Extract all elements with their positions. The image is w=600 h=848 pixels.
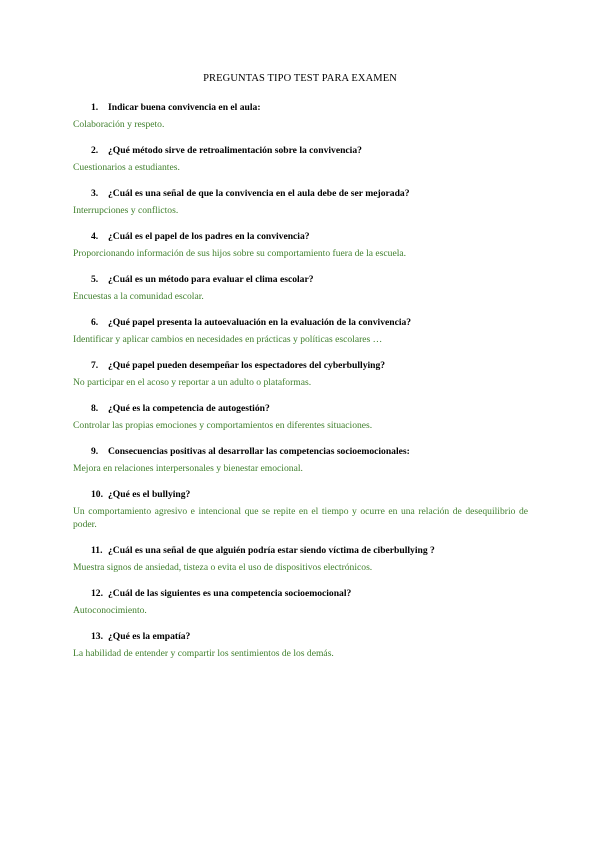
question-label: Consecuencias positivas al desarrollar las competencias socioemocionales:: [108, 446, 410, 457]
answer-text: Proporcionando información de sus hijos sobre su comportamiento fuera de la escuela.: [73, 248, 407, 259]
question-item-4: [73, 230, 528, 260]
question-number: 10.: [91, 489, 103, 500]
answer-text: Colaboración y respeto.: [73, 119, 165, 130]
question-text: [73, 316, 528, 329]
question-text: [73, 544, 528, 557]
question-item-8: [73, 402, 528, 432]
question-number: 13.: [91, 631, 103, 642]
answer-text: Un comportamiento agresivo e intencional que se repite en el tiempo y ocurre en una relación de desequilibrio de poder.: [73, 506, 528, 530]
question-text: [73, 187, 528, 200]
question-item-7: [73, 359, 528, 389]
answer-text: La habilidad de entender y compartir los sentimientos de los demás.: [73, 648, 334, 659]
answer-text: Encuestas a la comunidad escolar.: [73, 291, 204, 302]
answer-text: Interrupciones y conflictos.: [73, 205, 179, 216]
question-number: 8.: [91, 403, 99, 414]
answer-text: Identificar y aplicar cambios en necesidades en prácticas y políticas escolares …: [73, 334, 383, 345]
question-number: 7.: [91, 360, 99, 371]
question-number: 4.: [91, 231, 99, 242]
question-label: ¿Qué papel pueden desempeñar los espectadores del cyberbullying?: [108, 360, 386, 371]
question-label: ¿Qué papel presenta la autoevaluación en la evaluación de la convivencia?: [108, 317, 412, 328]
question-item-9: [73, 445, 528, 475]
question-item-13: [73, 630, 528, 660]
question-text: [73, 488, 528, 501]
question-text: [73, 273, 528, 286]
question-item-12: [73, 587, 528, 617]
question-list: [73, 101, 528, 673]
question-text: [73, 402, 528, 415]
question-item-5: [73, 273, 528, 303]
document-title: PREGUNTAS TIPO TEST PARA EXAMEN: [203, 73, 397, 84]
answer-text: No participar en el acoso y reportar a un adulto o plataformas.: [73, 377, 312, 388]
question-number: 12.: [91, 588, 103, 599]
question-number: 2.: [91, 145, 99, 156]
question-item-10: [73, 488, 528, 531]
question-item-1: [73, 101, 528, 131]
question-label: ¿Cuál es una señal de que la convivencia en el aula debe de ser mejorada?: [108, 188, 410, 199]
question-text: [73, 359, 528, 372]
question-number: 11.: [91, 545, 103, 556]
question-label: ¿Qué método sirve de retroalimentación sobre la convivencia?: [108, 145, 362, 156]
question-number: 9.: [91, 446, 99, 457]
question-item-6: [73, 316, 528, 346]
answer-text: Mejora en relaciones interpersonales y bienestar emocional.: [73, 463, 303, 474]
question-number: 6.: [91, 317, 99, 328]
answer-text: Cuestionarios a estudiantes.: [73, 162, 180, 173]
answer-text: Autoconocimiento.: [73, 605, 147, 616]
question-text: [73, 101, 528, 114]
question-label: Indicar buena convivencia en el aula:: [108, 102, 261, 113]
question-number: 1.: [91, 102, 99, 113]
question-item-2: [73, 144, 528, 174]
question-label: ¿Cuál es un método para evaluar el clima escolar?: [108, 274, 314, 285]
question-label: ¿Qué es el bullying?: [108, 489, 191, 500]
question-text: [73, 630, 528, 643]
answer-text: Muestra signos de ansiedad, tisteza o evita el uso de dispositivos electrónicos.: [73, 562, 373, 573]
question-number: 5.: [91, 274, 99, 285]
question-label: ¿Cuál es el papel de los padres en la convivencia?: [108, 231, 310, 242]
question-number: 3.: [91, 188, 99, 199]
question-label: ¿Qué es la empatía?: [108, 631, 191, 642]
question-text: [73, 445, 528, 458]
question-item-3: [73, 187, 528, 217]
answer-text: Controlar las propias emociones y comportamientos en diferentes situaciones.: [73, 420, 373, 431]
question-label: ¿Cuál de las siguientes es una competencia socioemocional?: [108, 588, 352, 599]
question-label: ¿Cuál es una señal de que alguién podría estar siendo víctima de ciberbullying ?: [108, 545, 435, 556]
question-text: [73, 144, 528, 157]
question-text: [73, 230, 528, 243]
question-text: [73, 587, 528, 600]
question-label: ¿Qué es la competencia de autogestión?: [108, 403, 270, 414]
question-item-11: [73, 544, 528, 574]
